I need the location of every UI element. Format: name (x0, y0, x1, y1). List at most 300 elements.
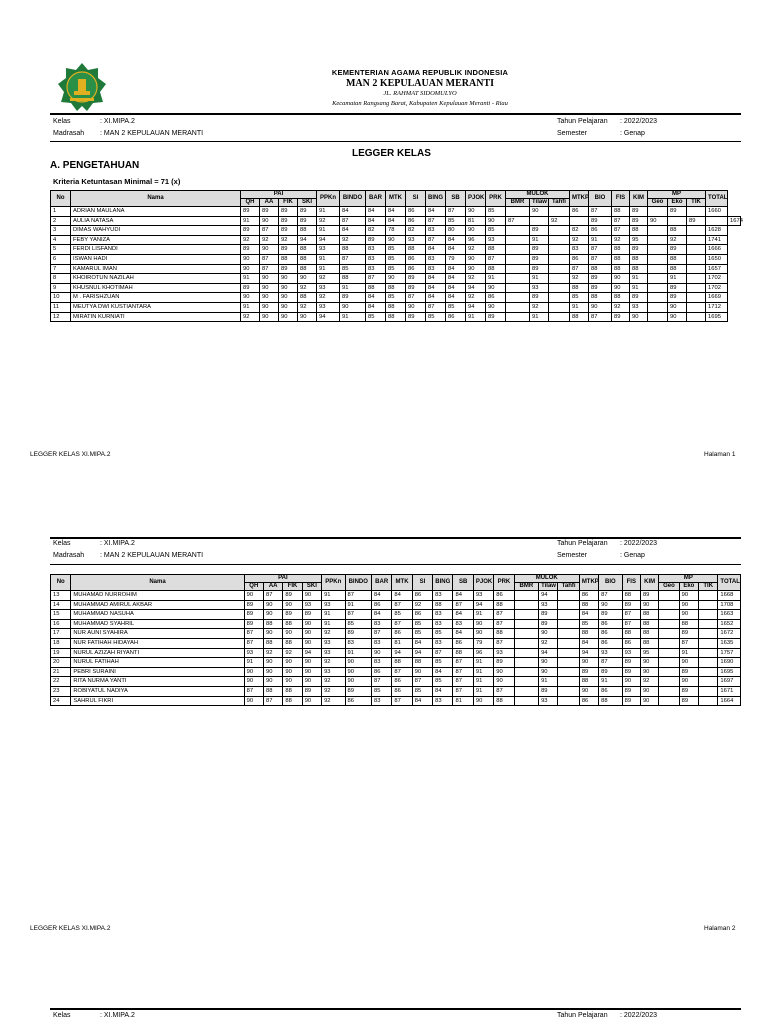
cell-ski: 93 (302, 600, 321, 610)
cell-ppkn: 91 (317, 264, 340, 274)
cell-bindo: 91 (345, 648, 371, 658)
cell-total: 1697 (718, 677, 741, 687)
cell-nama: NURUL FATIHAH (71, 658, 244, 668)
cell-ppkn: 91 (317, 207, 340, 217)
cell-bar: 83 (366, 245, 386, 255)
cell-kim: 88 (630, 254, 648, 264)
cell-nama: SAHRUL FIKRI (71, 696, 244, 706)
cell-bar: 84 (371, 591, 391, 601)
cell-no: 20 (51, 658, 71, 668)
cell-no: 13 (51, 591, 71, 601)
cell-bio: 91 (589, 235, 612, 245)
tahun-label-p3: Tahun Pelajaran (557, 1012, 608, 1019)
cell-pjok: 90 (473, 619, 493, 629)
cell-bio: 87 (589, 254, 612, 264)
header-fis: FIS (612, 191, 630, 207)
cell-mtk: 88 (386, 283, 406, 293)
cell-prk: 88 (494, 629, 514, 639)
ministry-name: KEMENTERIAN AGAMA REPUBLIK INDONESIA (331, 68, 509, 77)
cell-fik: 90 (279, 293, 298, 303)
cell-tilaw: 93 (530, 283, 549, 293)
tahun-value-p2: : 2022/2023 (620, 540, 657, 547)
cell-sb: 84 (446, 274, 466, 284)
cell-bio: 89 (589, 283, 612, 293)
cell-eko: 91 (679, 648, 698, 658)
cell-bar: 87 (366, 274, 386, 284)
cell-tik (687, 235, 706, 245)
header-bio: BIO (589, 191, 612, 207)
table-row (51, 658, 741, 668)
madrasah-label: Madrasah (53, 130, 85, 137)
cell-eko: 88 (668, 226, 687, 236)
header-eko: Eko (679, 583, 698, 591)
cell-fik: 89 (279, 245, 298, 255)
header-nama: Nama (71, 575, 244, 591)
cell-sb: 79 (446, 254, 466, 264)
cell-no: 21 (51, 667, 71, 677)
cell-mtk: 87 (392, 667, 412, 677)
table-row (51, 677, 741, 687)
cell-qh: 90 (244, 677, 263, 687)
cell-geo (659, 610, 679, 620)
cell-kim: 91 (630, 274, 648, 284)
header-mtk: MTK (386, 191, 406, 207)
cell-tahfi (558, 619, 579, 629)
cell-geo (659, 638, 679, 648)
cell-total: 1702 (706, 283, 728, 293)
cell-sb: 84 (453, 610, 473, 620)
cell-total: 1635 (718, 638, 741, 648)
cell-prk: 87 (494, 686, 514, 696)
cell-bar: 83 (366, 254, 386, 264)
cell-mtkp: 91 (570, 302, 589, 312)
cell-mtkp: 90 (579, 658, 598, 668)
kelas-value-p2: : XI.MIPA.2 (100, 540, 135, 547)
cell-fis: 89 (622, 658, 640, 668)
header-bindo: BINDO (340, 191, 366, 207)
cell-sb: 83 (453, 619, 473, 629)
cell-bio: 88 (589, 264, 612, 274)
cell-kim: 90 (630, 312, 648, 322)
cell-total: 1650 (706, 254, 728, 264)
cell-geo (648, 283, 668, 293)
cell-tilaw: 93 (539, 696, 558, 706)
cell-ski: 90 (302, 591, 321, 601)
cell-mtk: 86 (392, 686, 412, 696)
cell-fis: 93 (622, 648, 640, 658)
cell-sb: 81 (453, 696, 473, 706)
cell-ppkn: 93 (322, 600, 345, 610)
cell-pjok: 91 (473, 686, 493, 696)
cell-bing: 84 (433, 667, 453, 677)
cell-mtk: 94 (392, 648, 412, 658)
cell-tilaw: 91 (530, 235, 549, 245)
cell-sb: 85 (446, 216, 466, 226)
cell-tahfi (549, 274, 570, 284)
cell-tahfi (558, 677, 579, 687)
cell-nama: M . FARISHZUAN (71, 293, 241, 303)
cell-bio: 90 (589, 302, 612, 312)
cell-bing: 84 (426, 207, 446, 217)
cell-mtk: 81 (392, 638, 412, 648)
cell-no: 11 (51, 302, 71, 312)
cell-nama: KHOIROTUN NAZILAH (71, 274, 241, 284)
cell-tik (687, 254, 706, 264)
cell-ppkn: 93 (317, 283, 340, 293)
cell-fis: 89 (612, 312, 630, 322)
header-kim: KIM (630, 191, 648, 207)
cell-fis: 92 (612, 302, 630, 312)
cell-mtk: 87 (392, 600, 412, 610)
cell-kim: 88 (630, 264, 648, 274)
header-divider (50, 113, 741, 115)
cell-kim: 92 (640, 677, 658, 687)
cell-qh: 89 (241, 226, 260, 236)
cell-eko (668, 216, 687, 226)
header-tilaw: Tilaw (539, 583, 558, 591)
cell-mtkp (570, 216, 589, 226)
cell-sb: 84 (453, 591, 473, 601)
cell-no: 6 (51, 254, 71, 264)
cell-ppkn: 93 (322, 667, 345, 677)
cell-fis: 88 (622, 629, 640, 639)
cell-tahfi (558, 648, 579, 658)
cell-aa: 90 (263, 629, 282, 639)
cell-tilaw: 91 (539, 677, 558, 687)
header-mulok: MULOK (514, 575, 579, 583)
cell-bmr (506, 254, 530, 264)
cell-tik (699, 686, 718, 696)
table-row (51, 629, 741, 639)
cell-bmr (514, 591, 538, 601)
cell-si: 89 (406, 283, 426, 293)
cell-ppkn: 91 (317, 254, 340, 264)
cell-ski: 90 (302, 658, 321, 668)
cell-bio: 86 (599, 619, 622, 629)
footer-left-page2: LEGGER KELAS XI.MIPA.2 (30, 925, 111, 932)
cell-sb: 80 (446, 226, 466, 236)
header-ppkn: PPKn (317, 191, 340, 207)
cell-total: 1690 (718, 658, 741, 668)
cell-sb: 84 (446, 293, 466, 303)
cell-ski: 90 (302, 619, 321, 629)
cell-nama: PEBRI SURAINI (71, 667, 244, 677)
cell-mtkp: 92 (570, 274, 589, 284)
cell-bmr (514, 677, 538, 687)
cell-prk: 85 (486, 207, 506, 217)
cell-eko: 88 (679, 619, 698, 629)
cell-bio: 90 (599, 600, 622, 610)
table-row (51, 226, 741, 236)
cell-mtk: 85 (386, 264, 406, 274)
cell-geo (648, 207, 668, 217)
cell-tilaw: 93 (539, 600, 558, 610)
cell-mtkp: 88 (579, 677, 598, 687)
cell-ski: 89 (302, 686, 321, 696)
cell-mtk: 88 (392, 658, 412, 668)
cell-ski: 94 (298, 235, 317, 245)
table-row (51, 302, 741, 312)
cell-mtkp: 86 (579, 591, 598, 601)
cell-ski: 90 (302, 696, 321, 706)
cell-total: 1672 (718, 629, 741, 639)
cell-aa: 90 (260, 302, 279, 312)
header-bing: BING (433, 575, 453, 591)
cell-eko: 89 (679, 696, 698, 706)
cell-bindo: 88 (340, 245, 366, 255)
cell-ppkn: 94 (317, 312, 340, 322)
cell-kim: 89 (630, 245, 648, 255)
cell-sb: 84 (446, 283, 466, 293)
cell-prk: 93 (486, 235, 506, 245)
cell-tilaw (530, 216, 549, 226)
cell-ppkn: 92 (317, 293, 340, 303)
cell-bio: 87 (589, 312, 612, 322)
school-street: JL. RAHMAT SIDOMULYO (383, 90, 457, 97)
page2-top-divider (50, 537, 741, 539)
cell-no: 10 (51, 293, 71, 303)
cell-total: 1668 (718, 591, 741, 601)
cell-bing: 87 (426, 216, 446, 226)
cell-fis: 88 (612, 293, 630, 303)
cell-mtk: 78 (386, 226, 406, 236)
cell-si: 86 (406, 254, 426, 264)
cell-bio: 86 (599, 638, 622, 648)
cell-no: 19 (51, 648, 71, 658)
cell-si: 94 (412, 648, 432, 658)
cell-tik (699, 658, 718, 668)
cell-bio: 86 (599, 686, 622, 696)
cell-ski: 92 (298, 283, 317, 293)
header-no: No (51, 191, 71, 207)
cell-ski: 88 (298, 226, 317, 236)
cell-nama: KHUSNUL KHOTIMAH (71, 283, 241, 293)
header-bindo: BINDO (345, 575, 371, 591)
cell-fis: 90 (612, 274, 630, 284)
cell-bar: 85 (371, 686, 391, 696)
cell-bindo: 87 (340, 216, 366, 226)
header-aa: AA (260, 199, 279, 207)
semester-label-p2: Semester (557, 552, 587, 559)
cell-kim: 90 (640, 686, 658, 696)
cell-eko: 90 (668, 302, 687, 312)
cell-tilaw: 90 (539, 629, 558, 639)
cell-geo (648, 274, 668, 284)
cell-pjok: 91 (473, 658, 493, 668)
cell-bing: 83 (433, 696, 453, 706)
cell-tilaw: 89 (539, 610, 558, 620)
cell-eko: 89 (668, 283, 687, 293)
cell-kim: 90 (640, 696, 658, 706)
cell-bmr (506, 245, 530, 255)
cell-sb: 88 (453, 648, 473, 658)
cell-aa: 92 (260, 235, 279, 245)
cell-no: 4 (51, 235, 71, 245)
kelas-label: Kelas (53, 118, 71, 125)
cell-eko: 89 (668, 245, 687, 255)
cell-qh: 93 (244, 648, 263, 658)
header-geo: Geo (659, 583, 679, 591)
cell-tik (699, 667, 718, 677)
cell-bio: 88 (599, 696, 622, 706)
cell-qh: 90 (241, 264, 260, 274)
header-ski: SKI (302, 583, 321, 591)
cell-kim: 88 (640, 619, 658, 629)
cell-ski: 88 (298, 254, 317, 264)
cell-prk: 85 (486, 226, 506, 236)
cell-bindo: 91 (340, 312, 366, 322)
cell-prk: 87 (494, 638, 514, 648)
table-row (51, 254, 741, 264)
cell-bing: 83 (426, 264, 446, 274)
cell-mtkp: 90 (579, 686, 598, 696)
cell-ski: 88 (298, 293, 317, 303)
cell-bmr (506, 264, 530, 274)
cell-prk: 90 (486, 216, 506, 226)
cell-bing: 88 (433, 600, 453, 610)
cell-mtkp: 94 (579, 648, 598, 658)
cell-fik: 90 (283, 677, 302, 687)
footer-left-page1: LEGGER KELAS XI.MIPA.2 (30, 451, 111, 458)
cell-qh: 89 (241, 207, 260, 217)
cell-pjok: 92 (466, 274, 486, 284)
cell-qh: 89 (244, 610, 263, 620)
cell-ski: 90 (302, 638, 321, 648)
cell-tik (699, 610, 718, 620)
cell-sb: 84 (453, 629, 473, 639)
table-row (51, 648, 741, 658)
cell-tik (687, 274, 706, 284)
cell-bing: 85 (433, 658, 453, 668)
cell-aa: 88 (263, 638, 282, 648)
cell-si: 87 (412, 677, 432, 687)
cell-bar: 90 (371, 648, 391, 658)
cell-bar: 86 (371, 600, 391, 610)
cell-ppkn: 92 (322, 686, 345, 696)
table-row (51, 619, 741, 629)
cell-bmr (514, 629, 538, 639)
footer-page-number-1: Halaman 1 (704, 451, 736, 458)
school-district: Kecamatan Rangsang Barat, Kabupaten Kepulauan Meranti - Riau (332, 100, 508, 107)
cell-bio: 89 (599, 610, 622, 620)
cell-ppkn: 93 (322, 638, 345, 648)
cell-eko: 89 (668, 207, 687, 217)
cell-bindo: 92 (340, 235, 366, 245)
cell-nama: MUHAMMAD AMIRUL AKBAR (71, 600, 244, 610)
table-row (51, 207, 741, 217)
cell-no: 12 (51, 312, 71, 322)
cell-prk: 87 (486, 254, 506, 264)
cell-geo: 90 (648, 216, 668, 226)
cell-prk: 91 (486, 274, 506, 284)
cell-ppkn: 92 (322, 658, 345, 668)
cell-geo (648, 302, 668, 312)
cell-pjok: 92 (466, 293, 486, 303)
page3-top-divider (50, 1008, 741, 1010)
cell-si: 86 (412, 610, 432, 620)
cell-ski: 90 (298, 274, 317, 284)
cell-no: 16 (51, 619, 71, 629)
cell-kim: 89 (630, 216, 648, 226)
cell-tik (687, 312, 706, 322)
cell-fik: 88 (283, 619, 302, 629)
cell-aa: 90 (260, 216, 279, 226)
semester-value-p2: : Genap (620, 552, 645, 559)
cell-mtkp: 87 (570, 264, 589, 274)
cell-mtk: 84 (386, 216, 406, 226)
cell-mtk: 86 (392, 629, 412, 639)
cell-prk: 90 (486, 283, 506, 293)
cell-pjok: 90 (466, 226, 486, 236)
cell-no: 8 (51, 274, 71, 284)
cell-bio: 87 (599, 658, 622, 668)
cell-mtk: 90 (386, 274, 406, 284)
cell-tilaw: 92 (539, 638, 558, 648)
cell-bindo: 90 (345, 658, 371, 668)
cell-bmr (506, 283, 530, 293)
cell-ski: 90 (302, 629, 321, 639)
cell-bmr (506, 235, 530, 245)
cell-mtkp: 86 (570, 207, 589, 217)
cell-fis: 88 (612, 207, 630, 217)
cell-bindo: 90 (345, 667, 371, 677)
cell-tilaw: 89 (530, 245, 549, 255)
cell-bing: 83 (433, 619, 453, 629)
cell-bindo: 89 (345, 686, 371, 696)
cell-prk: 93 (494, 648, 514, 658)
cell-eko: 90 (668, 312, 687, 322)
legger-table-page2 (50, 574, 741, 706)
cell-ski: 89 (298, 207, 317, 217)
cell-mtkp: 86 (570, 254, 589, 264)
header-no: No (51, 575, 71, 591)
cell-tilaw: 89 (530, 293, 549, 303)
cell-ski: 89 (298, 216, 317, 226)
cell-eko: 90 (679, 677, 698, 687)
cell-qh: 91 (241, 216, 260, 226)
cell-sb: 86 (453, 638, 473, 648)
header-bar: BAR (366, 191, 386, 207)
cell-fik: 88 (283, 696, 302, 706)
table-row (51, 245, 741, 255)
table-row (51, 283, 741, 293)
cell-prk: 90 (494, 667, 514, 677)
cell-pjok: 94 (473, 600, 493, 610)
cell-nama: ADRIAN MAULANA (71, 207, 241, 217)
cell-tahfi (549, 312, 570, 322)
cell-si: 88 (412, 658, 432, 668)
cell-pjok: 91 (473, 610, 493, 620)
cell-bmr (514, 619, 538, 629)
cell-bindo: 86 (345, 696, 371, 706)
cell-pjok: 91 (473, 677, 493, 687)
cell-qh: 89 (244, 600, 263, 610)
cell-bar: 83 (371, 619, 391, 629)
cell-tahfi: 92 (549, 216, 570, 226)
header-pjok: PJOK (466, 191, 486, 207)
cell-bmr (506, 312, 530, 322)
header-sb: SB (453, 575, 473, 591)
cell-bing: 85 (426, 312, 446, 322)
cell-eko: 90 (679, 658, 698, 668)
school-name: MAN 2 KEPULAUAN MERANTI (345, 78, 495, 89)
cell-geo (659, 677, 679, 687)
cell-fik: 89 (279, 226, 298, 236)
cell-pjok: 92 (466, 245, 486, 255)
cell-bmr: 87 (506, 216, 530, 226)
cell-fik: 90 (279, 312, 298, 322)
cell-eko: 89 (679, 629, 698, 639)
